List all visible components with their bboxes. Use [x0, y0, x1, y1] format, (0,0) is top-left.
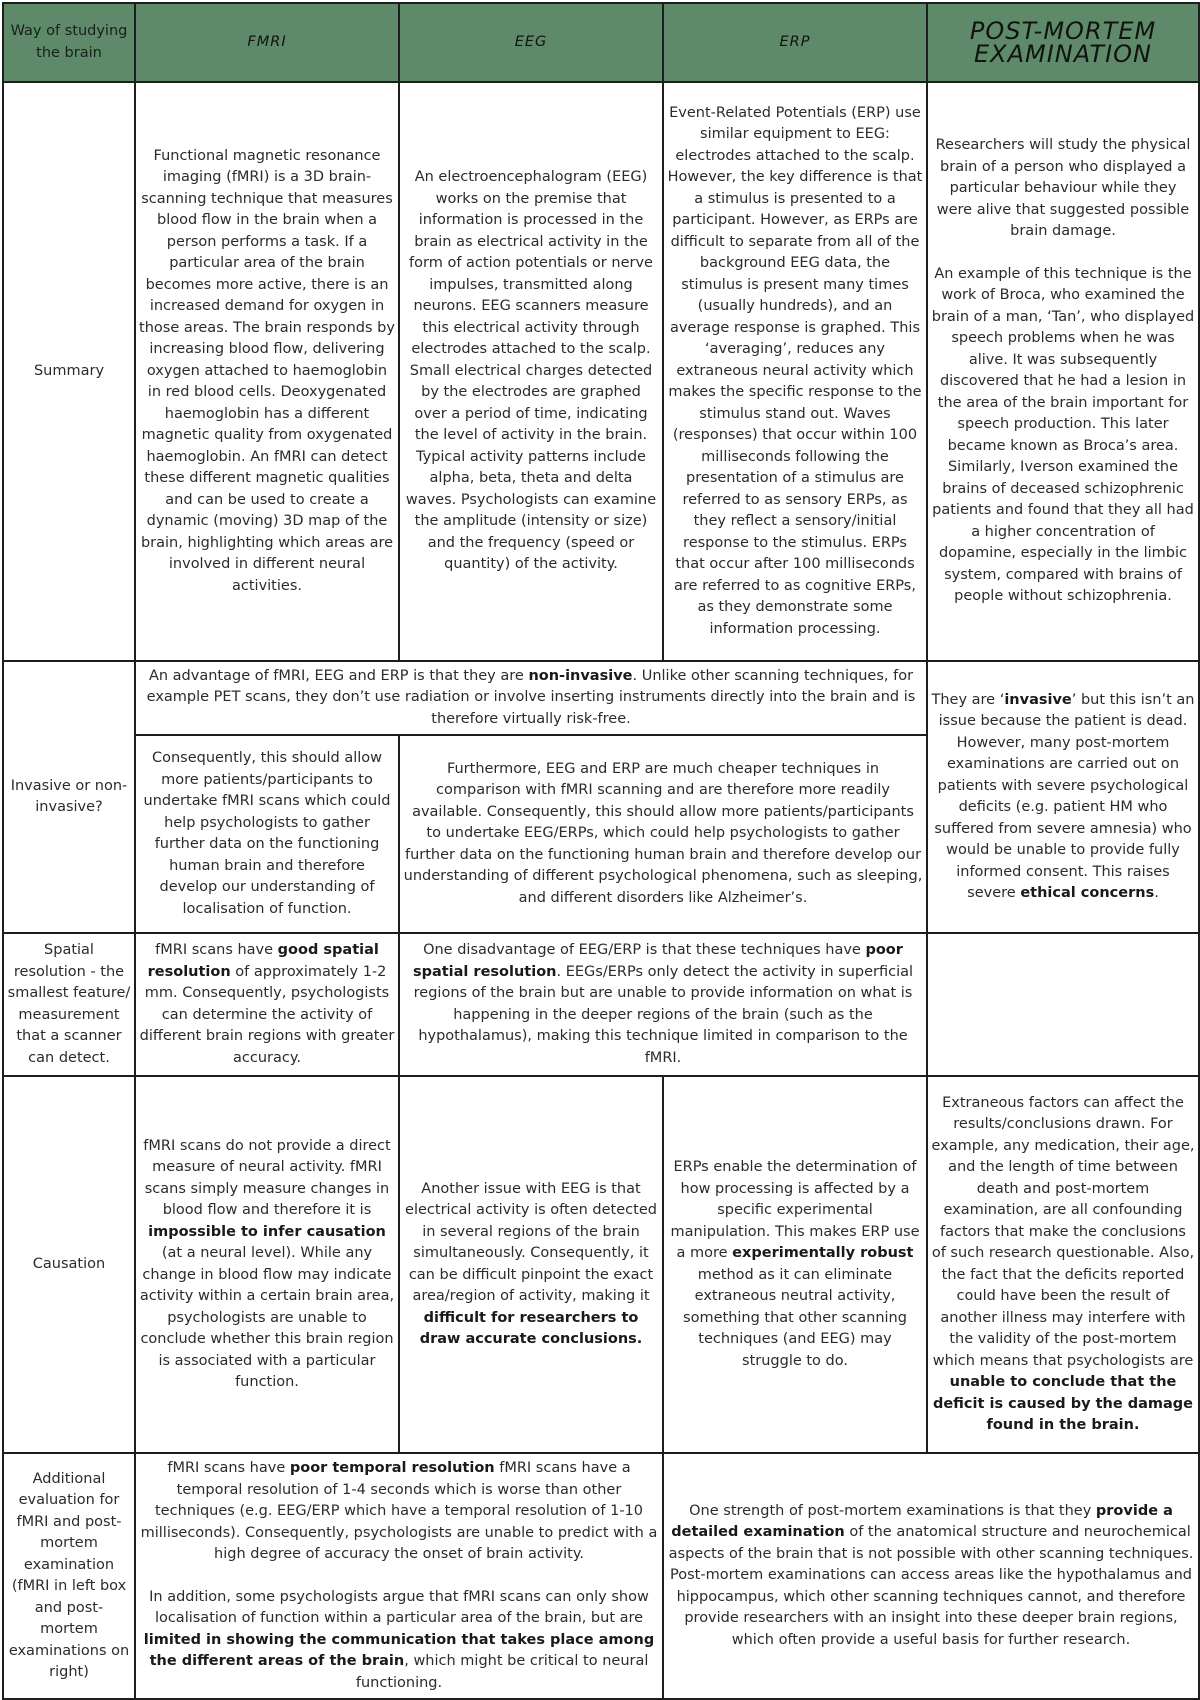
row-label-causation: Causation [3, 1076, 135, 1453]
row-label-summary: Summary [3, 82, 135, 661]
invasive-shared: An advantage of fMRI, EEG and ERP is that they are non-invasive. Unlike other scanning techniques, for example PET scans, they don’t use radiation or involve inserting instruments directly into the brain and is therefore virtually risk-free. [135, 661, 927, 735]
row-spatial [3, 933, 1199, 1076]
causation-fmri: fMRI scans do not provide a direct measure of neural activity. fMRI scans simply measure changes in blood flow and therefore it is impossible to infer causation (at a neural level). While any change in blood flow may indicate activity within a certain brain area, psychologists are unable to conclude whether this brain region is associated with a particular function. [135, 1076, 399, 1453]
invasive-eeg-erp: Furthermore, EEG and ERP are much cheaper techniques in comparison with fMRI scanning and are therefore more readily available. Consequently, this should allow more patients/participants to undertake EEG/ERPs, which could help psychologists to gather further data on the functioning human brain and therefore develop our understanding of different psychological phenomena, such as sleeping, and different disorders like Alzheimer’s. [399, 735, 927, 933]
row-additional [3, 1453, 1199, 1699]
row-summary [3, 82, 1199, 661]
summary-postmortem-p2: An example of this technique is the work of Broca, who examined the brain of a man, ‘Tan’, who displayed speech problems when he was alive. It was subsequently discovered that he had a lesion in the area of the brain important for speech production. This later became known as Broca’s area. Similarly, Iverson examined the brains of deceased schizophrenic patients and found that they all had a higher concentration of dopamine, especially in the limbic system, compared with brains of people without schizophrenia. [931, 265, 1195, 605]
row-label-invasive: Invasive or non-invasive? [3, 661, 135, 933]
header-postmortem: POST-MORTEM EXAMINATION [927, 3, 1199, 82]
header-corner: Way of studying the brain [3, 3, 135, 82]
header-fmri: FMRI [135, 3, 399, 82]
header-row [3, 3, 1199, 82]
additional-postmortem: One strength of post-mortem examinations is that they provide a detailed examination of the anatomical structure and neurochemical aspects of the brain that is not possible with other scanning techniques. Post-mortem examinations can access areas like the hypothalamus and hippocampus, which other scanning techniques cannot, and therefore provide researchers with an insight into these deeper brain regions, which often provide a useful basis for further research. [663, 1453, 1199, 1699]
additional-fmri: fMRI scans have poor temporal resolution fMRI scans have a temporal resolution of 1-4 seconds which is worse than other techniques (e.g. EEG/ERP which have a temporal resolution of 1-10 milliseconds). Consequently, psychologists are unable to predict with a high degree of accuracy the onset of brain activity. In addition, some psychologists argue that fMRI scans can only show localisation of function within a particular area of the brain, but are limited in showing the communication that takes place among the different areas of the brain, which might be critical to neural functioning. [135, 1453, 663, 1699]
header-eeg: EEG [399, 3, 663, 82]
row-invasive-shared [3, 661, 1199, 735]
invasive-shared-bold: non-invasive [528, 667, 633, 684]
summary-eeg: An electroencephalogram (EEG) works on the premise that information is processed in the brain as electrical activity in the form of action potentials or nerve impulses, transmitted along neurons. EEG scanners measure this electrical activity through electrodes attached to the scalp. Small electrical charges detected by the electrodes are graphed over a period of time, indicating the level of activity in the brain. Typical activity patterns include alpha, beta, theta and delta waves. Psychologists can examine the amplitude (intensity or size) and the frequency (speed or quantity) of the activity. [399, 82, 663, 661]
spatial-postmortem-empty [927, 933, 1199, 1076]
header-erp: ERP [663, 3, 927, 82]
causation-erp: ERPs enable the determination of how processing is affected by a specific experimental manipulation. This makes ERP use a more experimentally robust method as it can eliminate extraneous neutral activity, something that other scanning techniques (and EEG) may struggle to do. [663, 1076, 927, 1453]
row-label-additional: Additional evaluation for fMRI and post-mortem examination (fMRI in left box and post-mortem examinations on right) [3, 1453, 135, 1699]
causation-postmortem: Extraneous factors can affect the results/conclusions drawn. For example, any medication, their age, and the length of time between death and post-mortem examination, are all confounding factors that make the conclusions of such research questionable. Also, the fact that the deficits reported could have been the result of another illness may interfere with the validity of the post-mortem which means that psychologists are unable to conclude that the deficit is caused by the damage found in the brain. [927, 1076, 1199, 1453]
summary-postmortem [927, 82, 1199, 661]
row-label-spatial: Spatial resolution - the smallest feature/ measurement that a scanner can detect. [3, 933, 135, 1076]
row-causation [3, 1076, 1199, 1453]
summary-erp: Event-Related Potentials (ERP) use similar equipment to EEG: electrodes attached to the scalp. However, the key difference is that a stimulus is presented to a participant. However, as ERPs are difficult to separate from all of the background EEG data, the stimulus is present many times (usually hundreds), and an average response is graphed. This ‘averaging’, reduces any extraneous neural activity which makes the specific response to the stimulus stand out. Waves (responses) that occur within 100 milliseconds following the presentation of a stimulus are referred to as sensory ERPs, as they reflect a sensory/initial response to the stimulus. ERPs that occur after 100 milliseconds are referred to as cognitive ERPs, as they demonstrate some information processing. [663, 82, 927, 661]
invasive-postmortem: They are ‘invasive’ but this isn’t an issue because the patient is dead. However, many post-mortem examinations are carried out on patients with severe psychological deficits (e.g. patient HM who suffered from severe amnesia) who would be unable to provide fully informed consent. This raises severe ethical concerns. [927, 661, 1199, 933]
summary-postmortem-p1: Researchers will study the physical brain of a person who displayed a particular behaviour while they were alive that suggested possible brain damage. [935, 137, 1191, 240]
summary-fmri: Functional magnetic resonance imaging (fMRI) is a 3D brain-scanning technique that measures blood flow in the brain when a person performs a task. If a particular area of the brain becomes more active, there is an increased demand for oxygen in those areas. The brain responds by increasing blood flow, delivering oxygen attached to haemoglobin in red blood cells. Deoxygenated haemoglobin has a different magnetic quality from oxygenated haemoglobin. An fMRI can detect these different magnetic qualities and can be used to create a dynamic (moving) 3D map of the brain, highlighting which areas are involved in different neural activities. [135, 82, 399, 661]
comparison-table [2, 2, 1200, 1700]
causation-eeg: Another issue with EEG is that electrical activity is often detected in several regions of the brain simultaneously. Consequently, it can be difficult pinpoint the exact area/region of activity, making it difficult for researchers to draw accurate conclusions. [399, 1076, 663, 1453]
spatial-eeg-erp: One disadvantage of EEG/ERP is that these techniques have poor spatial resolution. EEGs/ERPs only detect the activity in superficial regions of the brain but are unable to provide information on what is happening in the deeper regions of the brain (such as the hypothalamus), making this technique limited in comparison to the fMRI. [399, 933, 927, 1076]
invasive-fmri: Consequently, this should allow more patients/participants to undertake fMRI scans which could help psychologists to gather further data on the functioning human brain and therefore develop our understanding of localisation of function. [135, 735, 399, 933]
spatial-fmri: fMRI scans have good spatial resolution of approximately 1-2 mm. Consequently, psychologists can determine the activity of different brain regions with greater accuracy. [135, 933, 399, 1076]
